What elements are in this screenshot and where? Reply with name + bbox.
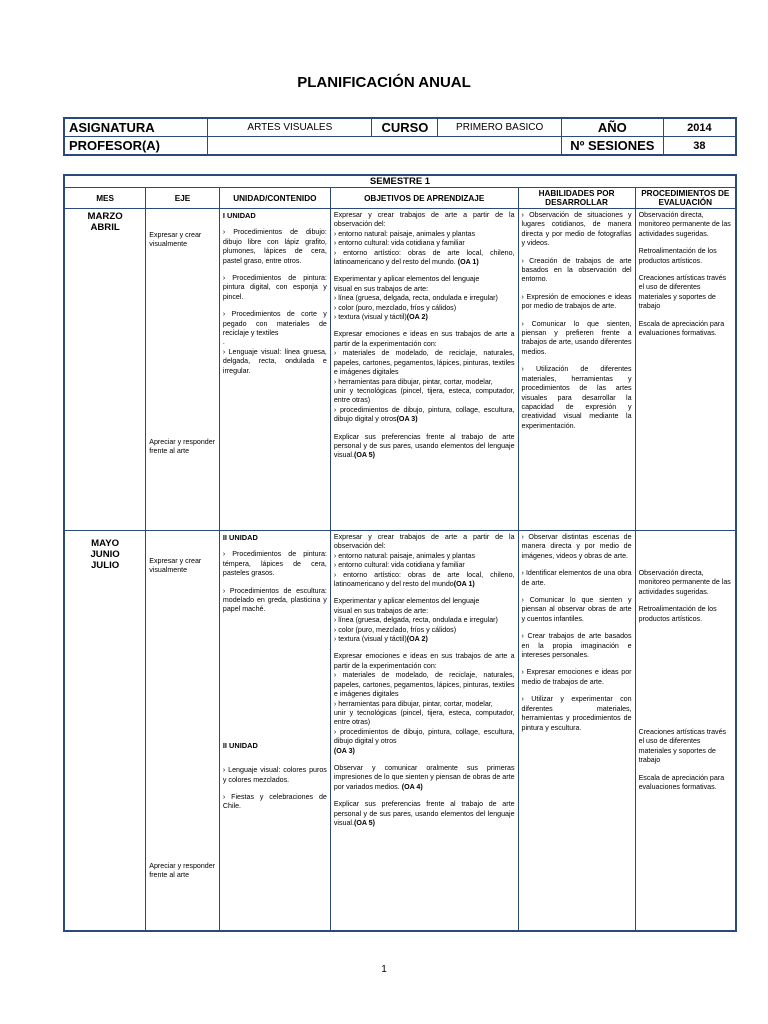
unidad-cell <box>219 531 330 931</box>
asignatura-value: ARTES VISUALES <box>208 118 372 137</box>
list-item: unir y tecnológicas (pincel, tijera, esteca, computador, entre otras) <box>333 386 515 405</box>
list-item: › Fiestas y celebraciones de Chile. <box>222 793 327 811</box>
mes-label: ABRIL <box>90 222 120 233</box>
list-item: › Lenguaje visual: colores puros y colores mezclados. <box>222 766 327 784</box>
eje-label: Apreciar y responder frente al arte <box>149 437 216 456</box>
col-header-objetivos: OBJETIVOS DE APRENDIZAJE <box>330 188 518 209</box>
list-item: › entorno artístico: obras de arte local, chileno, latinoamericano y del resto del mundo(OA 1) <box>333 570 515 589</box>
list-item: . <box>222 338 225 347</box>
list-item: unir y tecnológicas (pincel, tijera, esteca, computador, entre otras) <box>333 708 515 727</box>
list-item: Experimentar y aplicar elementos del lenguaje <box>333 597 480 606</box>
anio-value: 2014 <box>663 118 736 137</box>
list-item: visual en sus trabajos de arte: <box>333 284 429 293</box>
list-item: › textura (visual y táctil)(OA 2) <box>333 635 428 644</box>
list-item: Explicar sus preferencias frente al trabajo de arte personal y de sus pares, usando elementos del lenguaje visual.(OA 5) <box>333 432 515 460</box>
list-item: › entorno cultural: vida cotidiana y familiar <box>333 561 465 570</box>
unidad-title: II UNIDAD <box>222 740 258 750</box>
mes-cell <box>64 209 146 531</box>
list-item: Expresar y crear trabajos de arte a partir de la observación del: <box>333 533 515 551</box>
list-item: › Utilizar y experimentar con diferentes materiales, herramientas y procedimientos de pintura y escultura. <box>521 695 632 732</box>
list-item: Explicar sus preferencias frente al trabajo de arte personal y de sus pares, usando elementos del lenguaje visual.(OA 5) <box>333 800 515 827</box>
procedimientos-cell <box>635 209 736 531</box>
list-item: › línea (gruesa, delgada, recta, ondulada e irregular) <box>333 616 498 625</box>
list-item: Expresar emociones e ideas en sus trabajos de arte a partir de la experimentación con: <box>333 330 515 348</box>
mes-label: MAYO <box>91 538 120 549</box>
list-item: › Crear trabajos de arte basados en la propia imaginación e intereses personales. <box>521 632 632 660</box>
eje-cell <box>146 209 220 531</box>
list-item: › Creación de trabajos de arte basados en la observación del entorno. <box>521 256 632 284</box>
list-item: › Comunicar lo que sienten y piensan al observar obras de arte y cuentos infantiles. <box>521 596 632 623</box>
list-item: › color (puro, mezclado, fríos y cálidos) <box>333 303 457 312</box>
eje-label: Apreciar y responder frente al arte <box>149 861 216 880</box>
list-item: › textura (visual y táctil)(OA 2) <box>333 313 428 322</box>
list-item: Observación directa, monitoreo permanente de las actividades sugeridas. <box>638 211 731 238</box>
column-headers <box>64 188 736 209</box>
list-item: › Utilización de diferentes materiales, herramientas y procedimientos de las artes visuales para desarrollar la capacidad de expresión y creatividad visual mediante la experimentación. <box>521 365 632 430</box>
list-item: Observar y comunicar oralmente sus primeras impresiones de lo que sienten y piensan de obras de arte por variados medios. (OA 4) <box>333 763 515 791</box>
header-table <box>63 117 737 156</box>
list-item: Creaciones artísticas través el uso de diferentes materiales y soportes de trabajo <box>638 728 727 765</box>
list-item: › Procedimientos de escultura: modelado en greda, plasticina y papel maché. <box>222 586 327 614</box>
sesiones-value: 38 <box>663 137 736 156</box>
list-item: Experimentar y aplicar elementos del lenguaje <box>333 275 480 284</box>
eje-label: Expresar y crear visualmente <box>149 557 202 575</box>
habilidades-cell <box>518 531 635 931</box>
list-item: (OA 3) <box>333 746 355 755</box>
list-item: › Lenguaje visual: línea gruesa, delgada, recta, ondulada e irregular. <box>222 347 327 375</box>
list-item: › Observación de situaciones y lugares cotidianos, de manera directa y por medio de fotografías y videos. <box>521 211 632 248</box>
col-header-eje: EJE <box>146 188 220 209</box>
col-header-habilidades: HABILIDADES POR DESARROLLAR <box>518 188 635 209</box>
col-header-mes: MES <box>64 188 146 209</box>
list-item: Creaciones artísticas través el uso de diferentes materiales y soportes de trabajo <box>638 274 727 311</box>
list-item: › Identificar elementos de una obra de arte. <box>521 569 632 587</box>
profesor-value <box>208 137 562 156</box>
list-item: visual en sus trabajos de arte: <box>333 606 429 615</box>
list-item: › procedimientos de dibujo, pintura, collage, escultura, dibujo digital y otros <box>333 727 515 746</box>
list-item: › Procedimientos de corte y pegado con materiales de reciclaje y textiles <box>222 310 327 338</box>
anio-label: AÑO <box>561 118 663 137</box>
mes-label: JUNIO <box>90 549 120 560</box>
mes-label: MARZO <box>87 211 123 222</box>
list-item: › color (puro, mezclado, fríos y cálidos) <box>333 625 457 634</box>
list-item: Retroalimentación de los productos artísticos. <box>638 247 717 265</box>
list-item: › materiales de modelado, de reciclaje, naturales, papeles, cartones, pegamentos, lápices, pinturas, textiles e imágenes digitales <box>333 671 515 699</box>
list-item: Retroalimentación de los productos artísticos. <box>638 605 717 623</box>
list-item: Expresar emociones e ideas en sus trabajos de arte a partir de la experimentación con: <box>333 652 515 670</box>
unidad-title: I UNIDAD <box>222 211 256 220</box>
asignatura-label: ASIGNATURA <box>64 118 208 137</box>
mes-cell <box>64 531 146 931</box>
semester-row <box>64 175 736 188</box>
curso-label: CURSO <box>372 118 438 137</box>
list-item: › Procedimientos de pintura: témpera, lápices de cera, pasteles grasos. <box>222 550 327 578</box>
header-row-1 <box>64 118 736 137</box>
table-row <box>64 209 736 531</box>
procedimientos-cell <box>635 531 736 931</box>
list-item: › Expresión de emociones e ideas por medio de trabajos de arte. <box>521 292 632 311</box>
col-header-unidad: UNIDAD/CONTENIDO <box>219 188 330 209</box>
profesor-label: PROFESOR(A) <box>64 137 208 156</box>
header-row-2 <box>64 137 736 156</box>
list-item: Expresar y crear trabajos de arte a partir de la observación del: <box>333 211 515 229</box>
list-item: › Observar distintas escenas de manera directa y por medio de imágenes, videos y obras de arte. <box>521 533 632 560</box>
habilidades-cell <box>518 209 635 531</box>
list-item: › Expresar emociones e ideas por medio de trabajos de arte. <box>521 668 632 686</box>
list-item: Escala de apreciación para evaluaciones formativas. <box>638 773 725 792</box>
list-item: › Procedimientos de dibujo: dibujo libre con lápiz grafito, plumones, lápices de cera, pastel graso, entre otros. <box>222 228 327 265</box>
col-header-procedimientos: PROCEDIMIENTOS DE EVALUACIÓN <box>635 188 736 209</box>
list-item: Observación directa, monitoreo permanente de las actividades sugeridas. <box>638 569 731 596</box>
list-item: › herramientas para dibujar, pintar, cortar, modelar, <box>333 377 493 386</box>
list-item: › línea (gruesa, delgada, recta, ondulada e irregular) <box>333 294 498 303</box>
objetivos-cell <box>330 209 518 531</box>
list-item: › procedimientos de dibujo, pintura, collage, escultura, dibujo digital y otros(OA 3) <box>333 405 515 424</box>
list-item: › entorno natural: paisaje, animales y plantas <box>333 229 476 238</box>
sesiones-label: Nº SESIONES <box>561 137 663 156</box>
mes-label: JULIO <box>90 560 120 571</box>
unidad-title: II UNIDAD <box>222 533 258 542</box>
list-item: › Procedimientos de pintura: pintura digital, con esponja y pincel. <box>222 274 327 301</box>
unidad-cell <box>219 209 330 531</box>
list-item: › entorno artístico: obras de arte local, chileno, latinoamericano y del resto del mundo. (OA 1) <box>333 248 515 267</box>
curso-value: PRIMERO BASICO <box>438 118 562 137</box>
page-number: 1 <box>381 964 387 975</box>
list-item: › entorno cultural: vida cotidiana y familiar <box>333 239 465 248</box>
list-item: › herramientas para dibujar, pintar, cortar, modelar, <box>333 699 493 708</box>
eje-cell <box>146 531 220 931</box>
list-item: › materiales de modelado, de reciclaje, naturales, papeles, cartones, pegamentos, lápices, pinturas, textiles e imágenes digitales <box>333 349 515 377</box>
list-item: Escala de apreciación para evaluaciones formativas. <box>638 319 725 338</box>
objetivos-cell <box>330 531 518 931</box>
eje-label: Expresar y crear visualmente <box>149 231 202 249</box>
list-item: › Comunicar lo que sienten, piensan y prefieren frente a trabajos de arte, usando diferentes medios. <box>521 319 632 356</box>
page-title: PLANIFICACIÓN ANUAL <box>297 74 471 91</box>
list-item: › entorno natural: paisaje, animales y plantas <box>333 551 476 560</box>
semester-title: SEMESTRE 1 <box>64 175 736 188</box>
planning-table <box>63 174 737 932</box>
table-row <box>64 531 736 931</box>
